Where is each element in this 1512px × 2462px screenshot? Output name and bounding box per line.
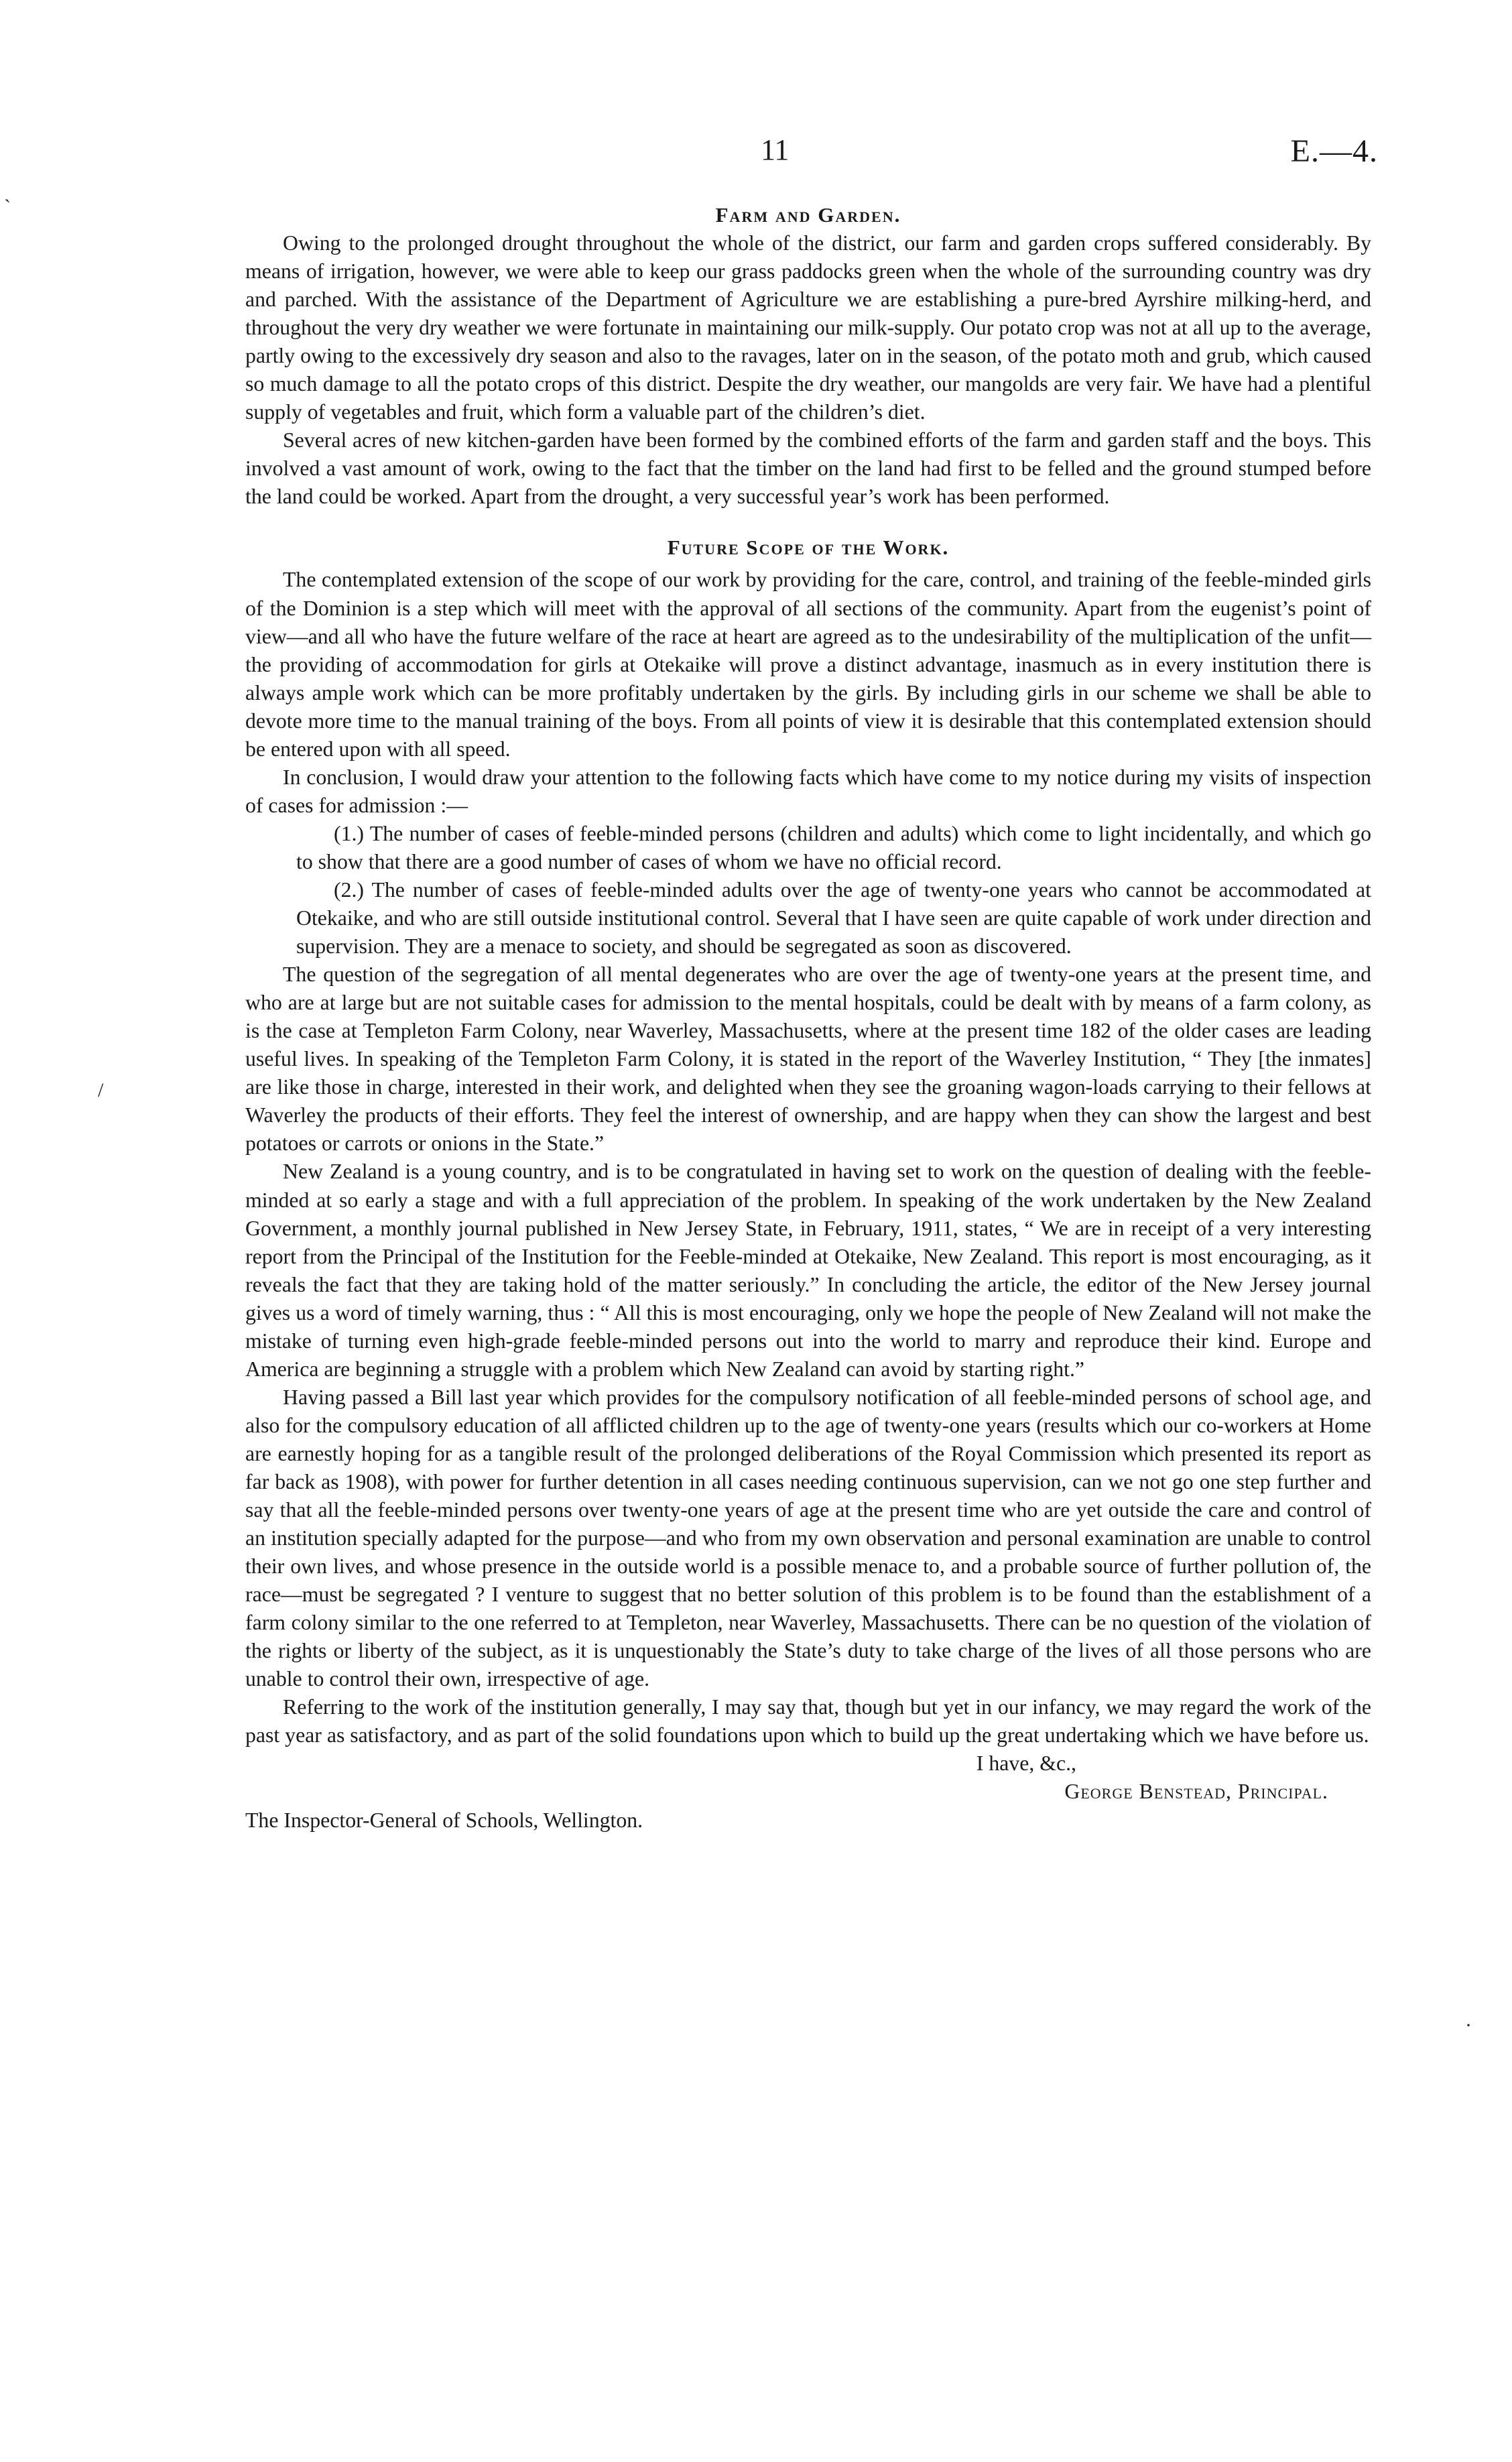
body-text (245, 201, 1371, 1835)
paragraph: In conclusion, I would draw your attention to the following facts which have come to my notice during my visits of inspection of cases for admission :— (245, 765, 1371, 817)
section-heading-future-scope: Future Scope of the Work. (667, 536, 950, 560)
numbered-item-1: (1.) The number of cases of feeble-minded persons (children and adults) which come to light incidentally, and which go to show that there are a good number of cases of whom we have no official record. (296, 821, 1371, 873)
section-heading-farm-and-garden: Farm and Garden. (715, 203, 901, 227)
paragraph: New Zealand is a young country, and is to be congratulated in having set to work on the question of dealing with the feeble-minded at so early a stage and with a full appreciation of the problem. In speaking of the work undertaken by the New Zealand Government, a monthly journal published in New Jersey State, in February, 1911, states, “ We are in receipt of a very interesting report from the Principal of the Institution for the Feeble-minded at Otekaike, New Zealand. This report is most encouraging, as it reveals the fact that they are taking hold of the matter seriously.” In concluding the article, the editor of the New Jersey journal gives us a word of timely warning, thus : “ All this is most encouraging, only we hope the people of New Zealand will not make the mistake of turning even high-grade feeble-minded persons out into the world to marry and reproduce their kind. Europe and America are beginning a struggle with a problem which New Zealand can avoid by starting right.” (245, 1160, 1371, 1381)
page-number: 11 (761, 133, 790, 166)
paragraph: Having passed a Bill last year which provides for the compulsory notification of all feeble-minded persons of school age, and also for the compulsory education of all afflicted children up to the age of twenty-one years (results which our co-workers at Home are earnestly hoping for as a tangible result of the prolonged deliberations of the Royal Commission which presented its report as far back as 1908), with power for further detention in all cases needing continuous supervision, can we not go one step further and say that all the feeble-minded persons over twenty-one years of age at the present time who are yet outside the care and control of an institution specially adapted for the purpose—and who from my own observation and personal examination are unable to control their own lives, and whose presence in the outside world is a possible menace to, and a probable source of further pollution of, the race—must be segregated ? I venture to suggest that no better solution of this problem is to be found than the establishment of a farm colony similar to the one referred to at Templeton, near Waverley, Massachusetts. There can be no question of the violation of the rights or liberty of the subject, as it is unquestionably the State’s duty to take charge of the lives of all those persons who are unable to control their own, irrespective of age. (245, 1385, 1371, 1691)
closing-salutation: I have, &c., (976, 1751, 1076, 1776)
numbered-item-2: (2.) The number of cases of feeble-minded adults over the age of twenty-one years who cannot be accommodated at Otekaike, and who are still outside institutional control. Several that I have seen are quite capable of work under direction and supervision. They are a menace to society, and should be segregated as soon as discovered. (296, 877, 1371, 959)
margin-mark: / (98, 1079, 104, 1101)
paragraph: The question of the segregation of all mental degenerates who are over the age of twenty-one years at the present time, and who are at large but are not suitable cases for admission to the mental hospitals, could be dealt with by means of a farm colony, as is the case at Templeton Farm Colony, near Waverley, Massachusetts, where at the present time 182 of the older cases are leading useful lives. In speaking of the Templeton Farm Colony, it is stated in the report of the Waverley Institution, “ They [the inmates] are like those in charge, interested in their work, and delighted when they see the groaning wagon-loads carrying to their fellows at Waverley the products of their efforts. They feel the interest of ownership, and are happy when they can show the largest and best potatoes or carrots or onions in the State.” (245, 963, 1371, 1156)
signature: George Benstead, Principal. (1064, 1780, 1328, 1804)
margin-mark: ` (4, 196, 11, 218)
paragraph: Referring to the work of the institution generally, I may say that, though but yet in our infancy, we may regard the work of the past year as satisfactory, and as part of the solid foundations upon which to build up the great undertaking which we have before us. (245, 1695, 1371, 1747)
paragraph: The contemplated extension of the scope of our work by providing for the care, control, and training of the feeble-minded girls of the Dominion is a step which will meet with the approval of all sections of the community. Apart from the eugenist’s point of view—and all who have the future welfare of the race at heart are agreed as to the undesirability of the multiplication of the unfit—the providing of accommodation for girls at Otekaike will prove a distinct advantage, inasmuch as in every institution there is always ample work which can be more profitably undertaken by the girls. By including girls in our scheme we shall be able to devote more time to the manual training of the boys. From all points of view it is desirable that this contemplated extension should be entered upon with all speed. (245, 568, 1371, 761)
paragraph: Owing to the prolonged drought throughout the whole of the district, our farm and garden crops suffered considerably. By means of irrigation, however, we were able to keep our grass paddocks green when the whole of the surrounding country was dry and parched. With the assistance of the Department of Agriculture we are establishing a pure-bred Ayrshire milking-herd, and throughout the very dry weather we were fortunate in maintaining our milk-supply. Our potato crop was not at all up to the average, partly owing to the excessively dry season and also to the ravages, later on in the season, of the potato moth and grub, which caused so much damage to all the potato crops of this district. Despite the dry weather, our mangolds are very fair. We have had a plentiful supply of vegetables and fruit, which form a valuable part of the children’s diet. (245, 231, 1371, 424)
margin-mark: · (1465, 2014, 1472, 2036)
paragraph: Several acres of new kitchen-garden have been formed by the combined efforts of the farm and garden staff and the boys. This involved a vast amount of work, owing to the fact that the timber on the land had first to be felled and the ground stumped before the land could be worked. Apart from the drought, a very successful year’s work has been performed. (245, 428, 1371, 509)
document-reference: E.—4. (1290, 133, 1378, 169)
addressee: The Inspector-General of Schools, Wellington. (245, 1808, 643, 1832)
